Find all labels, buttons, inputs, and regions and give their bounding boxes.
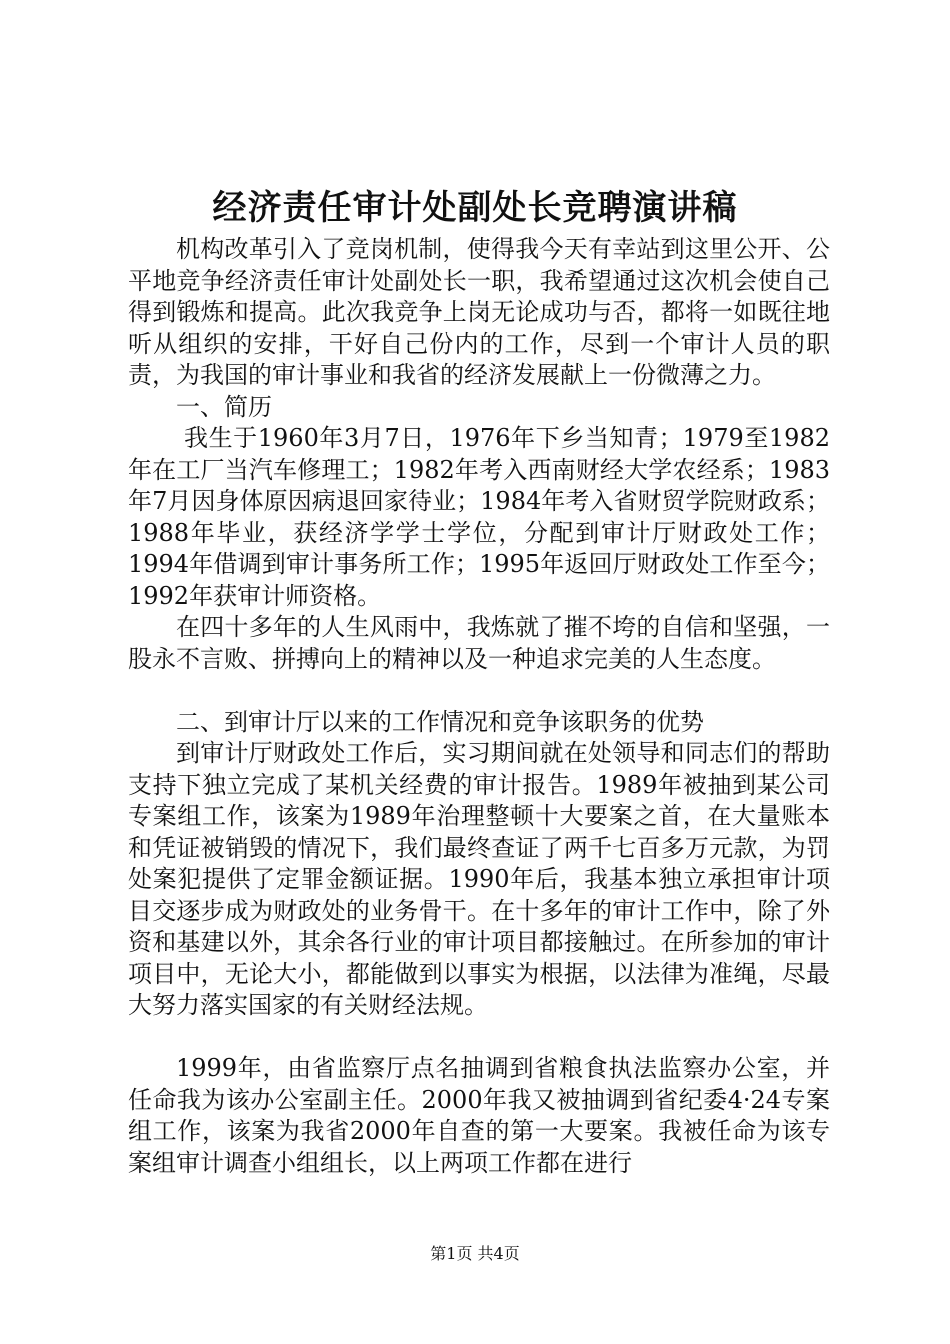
section-heading-resume: 一、简历 — [176, 392, 272, 421]
page-footer: 第1页 共4页 — [430, 1244, 520, 1263]
section-heading-work: 二、到审计厅以来的工作情况和竞争该职务的优势 — [176, 707, 704, 736]
paragraph-1999: 1999年，由省监察厅点名抽调到省粮食执法监察办公室，并任命我为该办公室副主任。2000年我又被抽调到省纪委4·24专案组工作，该案为我省2000年自查的第一大要案。我被任命为该专案组审计调查小组组长，以上两项工作都在进行 — [128, 1054, 830, 1177]
paragraph-intro: 机构改革引入了竞岗机制，使得我今天有幸站到这里公开、公平地竞争经济责任审计处副处长一职，我希望通过这次机会使自己得到锻炼和提高。此次我竞争上岗无论成功与否，都将一如既往地听从组织的安排，干好自己份内的工作，尽到一个审计人员的职责，为我国的审计事业和我省的经济发展献上一份微薄之力。 — [128, 235, 830, 389]
paragraph-resume: 我生于1960年3月7日，1976年下乡当知青；1979至1982年在工厂当汽车修理工；1982年考入西南财经大学农经系；1983年7月因身体原因病退回家待业；1984年考入省财贸学院财政系；1988年毕业，获经济学学士学位，分配到审计厅财政处工作；1994年借调到审计事务所工作；1995年返回厅财政处工作至今；1992年获审计师资格。 — [128, 424, 830, 610]
document-title: 经济责任审计处副处长竞聘演讲稿 — [212, 188, 738, 228]
paragraph-character: 在四十多年的人生风雨中，我炼就了摧不垮的自信和坚强，一股永不言败、拼搏向上的精神以及一种追求完美的人生态度。 — [128, 613, 830, 673]
paragraph-spacer — [128, 1022, 830, 1054]
document-body — [128, 234, 830, 1179]
paragraph-work-history: 到审计厅财政处工作后，实习期间就在处领导和同志们的帮助支持下独立完成了某机关经费的审计报告。1989年被抽到某公司专案组工作，该案为1989年治理整顿十大要案之首，在大量账本和凭证被销毁的情况下，我们最终查证了两千七百多万元款，为罚处案犯提供了定罪金额证据。1990年后，我基本独立承担审计项目交逐步成为财政处的业务骨干。在十多年的审计工作中，除了外资和基建以外，其余各行业的审计项目都接触过。在所参加的审计项目中，无论大小，都能做到以事实为根据，以法律为准绳，尽最大努力落实国家的有关财经法规。 — [128, 739, 830, 1019]
paragraph-spacer — [128, 675, 830, 707]
